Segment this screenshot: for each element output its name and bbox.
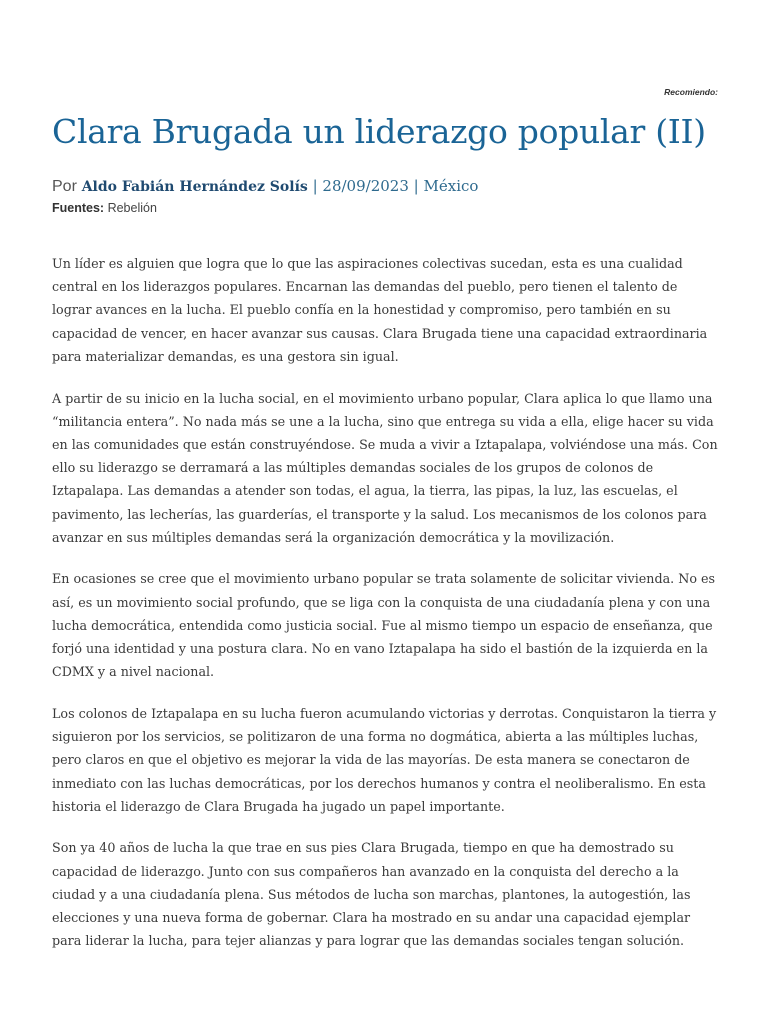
sources-label: Fuentes: — [52, 201, 105, 215]
byline — [52, 177, 478, 196]
byline-por: Por — [52, 178, 77, 195]
byline-separator: | — [312, 177, 318, 195]
article-body — [52, 252, 718, 971]
country-link[interactable]: México — [423, 177, 479, 195]
byline-separator: | — [413, 177, 419, 195]
recomiendo-label[interactable]: Recomiendo: — [664, 87, 718, 97]
article-paragraph: En ocasiones se cree que el movimiento urbano popular se trata solamente de solicitar vivienda. No es así, es un movimiento social profundo, que se liga con la conquista de una ciudadanía plena y con una lucha democrática, entendida como justicia social. Fue al mismo tiempo un espacio de enseñanza, que forjó una identidad y una postura clara. No en vano Iztapalapa ha sido el bastión de la izquierda en la CDMX y a nivel nacional. — [52, 571, 716, 680]
article-date: 28/09/2023 — [322, 177, 409, 195]
article-paragraph: Los colonos de Iztapalapa en su lucha fueron acumulando victorias y derrotas. Conquistaron la tierra y siguieron por los servicios, se politizaron de una forma no dogmática, abierta a las múltiples luchas, pero claros en que el objetivo es mejorar la vida de las mayorías. De esta manera se conectaron de inmediato con las luchas democráticas, por los derechos humanos y contra el neoliberalismo. En esta historia el liderazgo de Clara Brugada ha jugado un papel importante. — [52, 705, 717, 814]
sources-value[interactable]: Rebelión — [107, 201, 157, 215]
article-paragraph: Son ya 40 años de lucha la que trae en sus pies Clara Brugada, tiempo en que ha demostrado su capacidad de liderazgo. Junto con sus compañeros han avanzado en la conquista del derecho a la ciudad y a una ciudadanía plena. Sus métodos de lucha son marchas, plantones, la autogestión, las elecciones y una nueva forma de gobernar. Clara ha mostrado en su andar una capacidad ejemplar para liderar la lucha, para tejer alianzas y para lograr que las demandas sociales tengan solución. — [52, 840, 691, 949]
article-title: Clara Brugada un liderazgo popular (II) — [52, 112, 706, 151]
article-paragraph: A partir de su inicio en la lucha social, en el movimiento urbano popular, Clara aplica lo que llamo una “militancia entera”. No nada más se une a la lucha, sino que entrega su vida a ella, elige hacer su vida en las comunidades que están construyéndose. Se muda a vivir a Iztapalapa, volviéndose una más. Con ello su liderazgo se derramará a las múltiples demandas sociales de los grupos de colonos de Iztapalapa. Las demandas a atender son todas, el agua, la tierra, las pipas, la luz, las escuelas, el pavimento, las lecherías, las guarderías, el transporte y la salud. Los mecanismos de los colonos para avanzar en sus múltiples demandas será la organización democrática y la movilización. — [52, 390, 718, 545]
sources-line — [52, 201, 157, 215]
author-link[interactable]: Aldo Fabián Hernández Solís — [81, 179, 308, 195]
article-paragraph: Un líder es alguien que logra que lo que las aspiraciones colectivas sucedan, esta es una cualidad central en los liderazgos populares. Encarnan las demandas del pueblo, pero tienen el talento de lograr avances en la lucha. El pueblo confía en la honestidad y compromiso, pero también en su capacidad de vencer, en hacer avanzar sus causas. Clara Brugada tiene una capacidad extraordinaria para materializar demandas, es una gestora sin igual. — [52, 256, 708, 364]
